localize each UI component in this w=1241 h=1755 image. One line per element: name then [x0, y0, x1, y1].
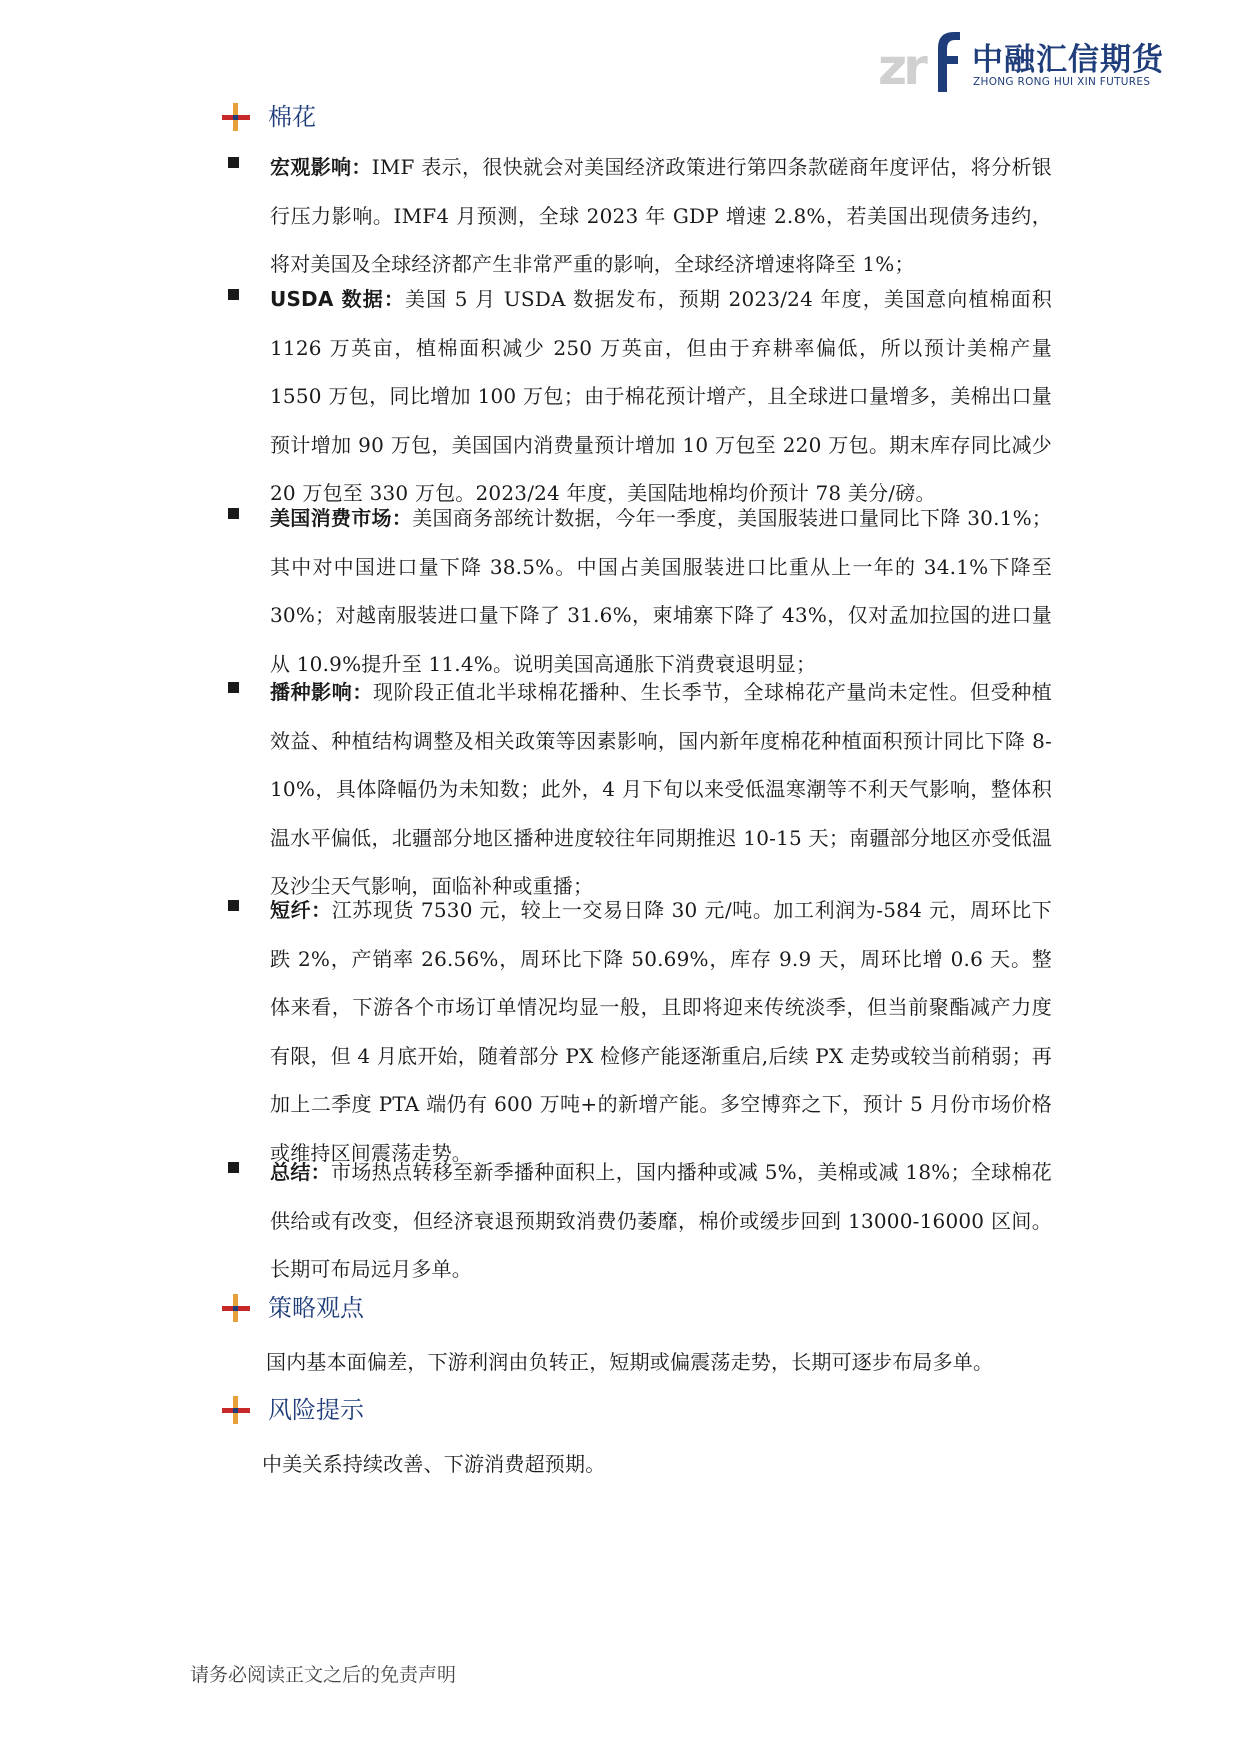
bullet-text: 美国 5 月 USDA 数据发布，预期 2023/24 年度，美国意向植棉面积 1126 万英亩，植棉面积减少 250 万英亩，但由于弃耕率偏低，所以预计美棉产量 1550 万包，同比增加 100 万包；由于棉花预计增产，且全球进口量增多，美棉出口量预计增加 90 万包，美国国内消费量预计增加 10 万包至 220 万包。期末库存同比减少 20 万包至 330 万包。2023/24 年度，美国陆地棉均价预计 78 美分/磅。 — [270, 287, 1052, 505]
bullet-square-icon — [228, 508, 239, 519]
section-title: 棉花 — [268, 103, 316, 131]
bullet-square-icon — [228, 682, 239, 693]
bullet-label: 总结： — [270, 1160, 332, 1184]
bullet-label: 美国消费市场： — [270, 506, 413, 530]
bullet-square-icon — [228, 900, 239, 911]
disclaimer-footer: 请务必阅读正文之后的免责声明 — [190, 1664, 457, 1686]
svg-text:zr: zr — [878, 38, 924, 94]
logo-chinese-name: 中融汇信期货 — [972, 42, 1164, 78]
bullet-square-icon — [228, 289, 239, 300]
bullet-text: IMF 表示，很快就会对美国经济政策进行第四条款磋商年度评估，将分析银行压力影响。IMF4 月预测，全球 2023 年 GDP 增速 2.8%，若美国出现债务违约，将对美国及全球经济都产生非常严重的影响，全球经济增速将降至 1%； — [270, 155, 1052, 276]
bullet-text: 江苏现货 7530 元，较上一交易日降 30 元/吨。加工利润为-584 元，周环比下跌 2%，产销率 26.56%，周环比下降 50.69%，库存 9.9 天，周环比增 0.6 天。整体来看，下游各个市场订单情况均显一般，且即将迎来传统淡季，但当前聚酯减产力度有限，但 4 月底开始，随着部分 PX 检修产能逐渐重启,后续 PX 走势或较当前稍弱；再加上二季度 PTA 端仍有 600 万吨+的新增产能。多空博弈之下，预计 5 月份市场价格或维持区间震荡走势。 — [270, 898, 1052, 1165]
section-title: 策略观点 — [268, 1294, 364, 1322]
bullet-label: USDA 数据： — [270, 287, 406, 311]
company-logo — [878, 28, 1168, 96]
section-marker-icon — [222, 1396, 250, 1424]
zrf-logo-mark-icon — [878, 28, 962, 94]
bullet-text: 美国商务部统计数据，今年一季度，美国服装进口量同比下降 30.1%；其中对中国进口量下降 38.5%。中国占美国服装进口比重从上一年的 34.1%下降至 30%；对越南服装进口量下降了 31.6%，柬埔寨下降了 43%，仅对孟加拉国的进口量从 10.9%提升至 11.4%。说明美国高通胀下消费衰退明显； — [270, 506, 1052, 676]
bullet-text: 市场热点转移至新季播种面积上，国内播种或减 5%，美棉或减 18%；全球棉花供给或有改变，但经济衰退预期致消费仍萎靡，棉价或缓步回到 13000-16000 区间。长期可布局远月多单。 — [270, 1160, 1052, 1281]
risk-text: 中美关系持续改善、下游消费超预期。 — [262, 1452, 606, 1476]
section-heading-risk — [222, 1392, 822, 1432]
section-heading-strategy — [222, 1290, 822, 1330]
logo-english-name: ZHONG RONG HUI XIN FUTURES — [973, 76, 1151, 88]
section-marker-icon — [222, 1294, 250, 1322]
bullet-label: 播种影响： — [270, 680, 373, 704]
bullet-label: 宏观影响： — [270, 155, 372, 179]
section-title: 风险提示 — [268, 1396, 364, 1424]
bullet-text: 现阶段正值北半球棉花播种、生长季节，全球棉花产量尚未定性。但受种植效益、种植结构调整及相关政策等因素影响，国内新年度棉花种植面积预计同比下降 8-10%，具体降幅仍为未知数；此外，4 月下旬以来受低温寒潮等不利天气影响，整体积温水平偏低，北疆部分地区播种进度较往年同期推迟 10-15 天；南疆部分地区亦受低温及沙尘天气影响，面临补种或重播； — [270, 680, 1052, 898]
section-marker-icon — [222, 103, 250, 131]
strategy-text: 国内基本面偏差，下游利润由负转正，短期或偏震荡走势，长期可逐步布局多单。 — [266, 1350, 994, 1374]
bullet-square-icon — [228, 157, 239, 168]
bullet-label: 短纤： — [270, 898, 332, 922]
bullet-square-icon — [228, 1162, 239, 1173]
section-heading-cotton — [222, 99, 822, 139]
